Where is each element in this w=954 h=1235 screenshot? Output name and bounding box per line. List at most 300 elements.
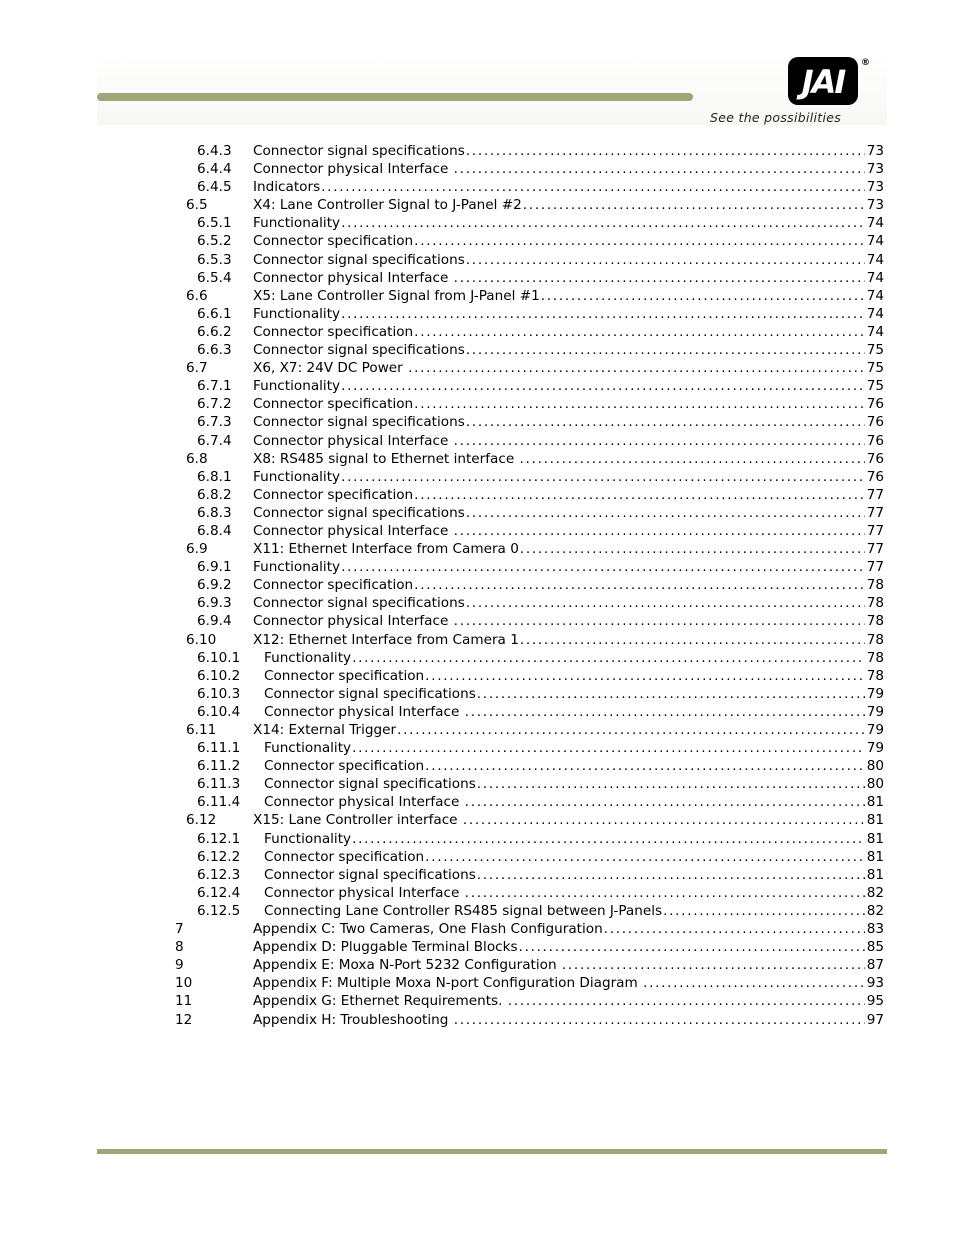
toc-dot-leader <box>413 486 865 504</box>
toc-entry-page: 95 <box>866 993 884 1010</box>
toc-entry[interactable] <box>0 377 954 395</box>
toc-entry-title: Connecting Lane Controller RS485 signal between J-Panels <box>264 902 663 919</box>
toc-entry-link[interactable] <box>253 938 884 956</box>
toc-entry-link[interactable] <box>264 739 884 757</box>
toc-entry-link[interactable] <box>253 178 884 196</box>
toc-dot-leader <box>351 830 865 848</box>
toc-entry-page: 80 <box>866 776 884 793</box>
toc-entry-link[interactable] <box>264 703 884 721</box>
jai-logo <box>788 57 858 105</box>
toc-entry-number: 6.8 <box>186 450 208 467</box>
toc-entry[interactable] <box>0 848 954 866</box>
toc-entry-link[interactable] <box>253 341 884 359</box>
toc-entry-page: 74 <box>866 323 884 340</box>
toc-entry-link[interactable] <box>264 685 884 703</box>
toc-entry-title: Connector specification <box>253 486 414 503</box>
toc-entry-page: 78 <box>866 631 884 648</box>
toc-entry[interactable] <box>0 721 954 739</box>
toc-entry[interactable] <box>0 757 954 775</box>
toc-dot-leader <box>424 757 865 775</box>
toc-entry[interactable] <box>0 667 954 685</box>
toc-dot-leader <box>507 992 865 1010</box>
toc-entry[interactable] <box>0 450 954 468</box>
toc-entry-link[interactable] <box>253 540 884 558</box>
toc-entry-title: Connector signal specifications <box>253 251 465 268</box>
toc-entry-page: 76 <box>866 414 884 431</box>
toc-entry-number: 6.5.1 <box>197 215 232 232</box>
toc-entry-title: Functionality <box>264 649 352 666</box>
toc-entry-page: 83 <box>866 921 884 938</box>
toc-entry-page: 81 <box>866 812 884 829</box>
toc-entry-page: 82 <box>866 884 884 901</box>
toc-entry-page: 73 <box>866 179 884 196</box>
toc-entry-title: X6, X7: 24V DC Power <box>253 360 408 377</box>
toc-entry-link[interactable] <box>253 251 884 269</box>
toc-entry-number: 6.5.4 <box>197 269 232 286</box>
toc-entry-title: Functionality <box>264 740 352 757</box>
toc-entry-title: Appendix D: Pluggable Terminal Blocks <box>253 939 518 956</box>
toc-entry-link[interactable] <box>264 649 884 667</box>
toc-entry-link[interactable] <box>253 576 884 594</box>
toc-dot-leader <box>340 468 865 486</box>
toc-dot-leader <box>340 558 865 576</box>
toc-entry-title: Connector signal specifications <box>264 685 476 702</box>
toc-dot-leader <box>465 413 865 431</box>
toc-entry-page: 87 <box>866 957 884 974</box>
toc-entry-link[interactable] <box>264 667 884 685</box>
toc-entry-page: 78 <box>866 649 884 666</box>
toc-entry-page: 75 <box>866 378 884 395</box>
toc-entry[interactable] <box>0 232 954 250</box>
toc-dot-leader <box>465 504 865 522</box>
toc-entry-link[interactable] <box>253 269 884 287</box>
toc-entry-title: Connector specification <box>264 667 425 684</box>
toc-entry[interactable] <box>0 287 954 305</box>
toc-entry-link[interactable] <box>253 956 884 974</box>
toc-entry-number: 6.9 <box>186 541 208 558</box>
toc-entry-link[interactable] <box>253 395 884 413</box>
toc-entry[interactable] <box>0 576 954 594</box>
toc-entry-number: 6.7.3 <box>197 414 232 431</box>
toc-entry-number: 6.11.2 <box>197 758 241 775</box>
toc-entry-title: Functionality <box>253 468 341 485</box>
toc-entry-page: 93 <box>866 975 884 992</box>
toc-entry-title: Functionality <box>253 559 341 576</box>
toc-dot-leader <box>476 685 865 703</box>
toc-entry-link[interactable] <box>253 811 884 829</box>
toc-entry-number: 6.10.1 <box>197 649 241 666</box>
toc-entry[interactable] <box>0 413 954 431</box>
toc-entry-title: Connector physical Interface <box>253 432 453 449</box>
toc-entry-link[interactable] <box>253 232 884 250</box>
toc-dot-leader <box>642 974 865 992</box>
toc-dot-leader <box>320 178 865 196</box>
toc-dot-leader <box>464 793 865 811</box>
toc-dot-leader <box>407 359 865 377</box>
toc-entry[interactable] <box>0 305 954 323</box>
toc-entry-title: Connector signal specifications <box>253 414 465 431</box>
toc-entry-number: 6.7 <box>186 360 208 377</box>
toc-entry-number: 8 <box>175 939 184 956</box>
toc-dot-leader <box>519 540 865 558</box>
toc-entry-link[interactable] <box>253 377 884 395</box>
toc-entry[interactable] <box>0 775 954 793</box>
toc-dot-leader <box>462 811 865 829</box>
toc-entry-number: 6.12.3 <box>197 866 241 883</box>
toc-entry-number: 6.12.2 <box>197 848 241 865</box>
toc-dot-leader <box>413 232 865 250</box>
toc-dot-leader <box>465 142 865 160</box>
toc-entry[interactable] <box>0 395 954 413</box>
toc-entry-title: Appendix C: Two Cameras, One Flash Configuration <box>253 921 603 938</box>
toc-entry[interactable] <box>0 359 954 377</box>
toc-entry-title: Appendix E: Moxa N-Port 5232 Configuration <box>253 957 561 974</box>
toc-entry-title: Connector signal specifications <box>264 776 476 793</box>
toc-entry[interactable] <box>0 323 954 341</box>
toc-entry-page: 76 <box>866 396 884 413</box>
toc-dot-leader <box>464 884 865 902</box>
toc-entry-title: X11: Ethernet Interface from Camera 0 <box>253 541 519 558</box>
toc-entry-number: 6.10.4 <box>197 703 241 720</box>
toc-entry-title: Connector specification <box>253 233 414 250</box>
toc-dot-leader <box>603 920 865 938</box>
toc-entry-title: Connector specification <box>253 577 414 594</box>
toc-entry-number: 6.12.4 <box>197 884 241 901</box>
toc-entry-page: 80 <box>866 758 884 775</box>
toc-entry-title: Functionality <box>253 305 341 322</box>
toc-entry-link[interactable] <box>264 902 884 920</box>
toc-entry-link[interactable] <box>253 413 884 431</box>
toc-entry-number: 6.9.1 <box>197 559 232 576</box>
toc-entry[interactable] <box>0 703 954 721</box>
toc-entry-title: Functionality <box>264 830 352 847</box>
toc-entry-title: Connector specification <box>253 396 414 413</box>
toc-entry[interactable] <box>0 214 954 232</box>
toc-entry[interactable] <box>0 866 954 884</box>
toc-entry-page: 77 <box>866 522 884 539</box>
toc-entry-title: X4: Lane Controller Signal to J-Panel #2 <box>253 197 522 214</box>
toc-entry[interactable] <box>0 178 954 196</box>
toc-entry-number: 6.9.4 <box>197 613 232 630</box>
toc-entry[interactable] <box>0 938 954 956</box>
toc-entry-page: 74 <box>866 269 884 286</box>
toc-entry-number: 6.6.3 <box>197 342 232 359</box>
toc-entry-number: 6.11.4 <box>197 794 241 811</box>
toc-entry-page: 81 <box>866 866 884 883</box>
toc-entry-page: 76 <box>866 432 884 449</box>
toc-entry-number: 6.9.2 <box>197 577 232 594</box>
toc-entry-link[interactable] <box>253 160 884 178</box>
toc-entry-page: 77 <box>866 541 884 558</box>
toc-entry-title: Connector physical Interface <box>264 703 464 720</box>
toc-entry-link[interactable] <box>253 522 884 540</box>
toc-dot-leader <box>540 287 865 305</box>
toc-entry-link[interactable] <box>253 359 884 377</box>
toc-entry-page: 75 <box>866 360 884 377</box>
toc-dot-leader <box>413 576 865 594</box>
toc-entry[interactable] <box>0 558 954 576</box>
toc-entry-title: X14: External Trigger <box>253 722 397 738</box>
toc-entry-title: Connector signal specifications <box>253 595 465 612</box>
toc-entry[interactable] <box>0 830 954 848</box>
toc-entry[interactable] <box>0 432 954 450</box>
toc-entry-page: 74 <box>866 233 884 250</box>
toc-entry-number: 6.6.2 <box>197 323 232 340</box>
footer-rule <box>97 1149 887 1154</box>
toc-entry-number: 6.8.4 <box>197 522 232 539</box>
toc-entry-link[interactable] <box>264 866 884 884</box>
toc-entry-link[interactable] <box>253 142 884 160</box>
toc-entry-link[interactable] <box>253 468 884 486</box>
toc-entry-title: Connector specification <box>264 848 425 865</box>
toc-entry-link[interactable] <box>253 558 884 576</box>
toc-entry-link[interactable] <box>253 432 884 450</box>
toc-entry-page: 73 <box>866 197 884 214</box>
toc-entry-page: 79 <box>866 703 884 720</box>
toc-dot-leader <box>561 956 865 974</box>
toc-entry-link[interactable] <box>264 830 884 848</box>
toc-entry-title: Connector physical Interface <box>253 522 453 539</box>
logo-text: JAI <box>801 63 845 101</box>
toc-entry[interactable] <box>0 631 954 649</box>
toc-entry[interactable] <box>0 341 954 359</box>
toc-dot-leader <box>522 196 865 214</box>
toc-entry-title: Appendix F: Multiple Moxa N-port Configuration Diagram <box>253 975 643 992</box>
toc-entry-page: 78 <box>866 595 884 612</box>
toc-dot-leader <box>453 432 865 450</box>
toc-entry-page: 76 <box>866 450 884 467</box>
toc-entry-title: X5: Lane Controller Signal from J-Panel #1 <box>253 287 540 304</box>
toc-entry-page: 81 <box>866 848 884 865</box>
toc-dot-leader <box>340 305 865 323</box>
toc-entry-title: Connector physical Interface <box>253 269 453 286</box>
toc-entry-title: Connector specification <box>253 323 414 340</box>
toc-entry-link[interactable] <box>264 793 884 811</box>
toc-entry-number: 6.6.1 <box>197 305 232 322</box>
toc-entry-page: 85 <box>866 939 884 956</box>
toc-entry[interactable] <box>0 269 954 287</box>
toc-entry[interactable] <box>0 196 954 214</box>
toc-entry-title: Connector signal specifications <box>253 143 465 159</box>
toc-entry[interactable] <box>0 1011 954 1029</box>
toc-entry-number: 6.8.2 <box>197 486 232 503</box>
toc-dot-leader <box>518 938 865 956</box>
toc-entry-number: 6.11.3 <box>197 776 241 793</box>
toc-entry-page: 77 <box>866 559 884 576</box>
toc-entry-number: 12 <box>175 1011 193 1028</box>
toc-entry[interactable] <box>0 522 954 540</box>
toc-entry-link[interactable] <box>253 196 884 214</box>
toc-entry-page: 75 <box>866 342 884 359</box>
toc-entry-number: 6.5 <box>186 197 208 214</box>
toc-entry-page: 77 <box>866 486 884 503</box>
toc-entry-number: 6.5.2 <box>197 233 232 250</box>
toc-dot-leader <box>413 395 865 413</box>
toc-entry-page: 79 <box>866 722 884 738</box>
toc-entry[interactable] <box>0 486 954 504</box>
toc-entry[interactable] <box>0 793 954 811</box>
toc-entry[interactable] <box>0 540 954 558</box>
toc-entry-link[interactable] <box>253 287 884 305</box>
toc-entry-page: 82 <box>866 902 884 919</box>
toc-entry-number: 6.10.3 <box>197 685 241 702</box>
toc-entry-number: 6.11.1 <box>197 740 241 757</box>
toc-entry-page: 76 <box>866 468 884 485</box>
toc-entry-link[interactable] <box>253 214 884 232</box>
toc-entry-title: Connector physical Interface <box>264 884 464 901</box>
toc-entry-page: 74 <box>866 251 884 268</box>
toc-dot-leader <box>453 612 865 630</box>
toc-entry-page: 79 <box>866 740 884 757</box>
toc-entry-number: 6.11 <box>186 722 217 738</box>
toc-entry-link[interactable] <box>253 992 884 1010</box>
toc-dot-leader <box>465 251 865 269</box>
toc-entry-link[interactable] <box>264 775 884 793</box>
toc-entry-title: Connector physical Interface <box>253 613 453 630</box>
toc-entry[interactable] <box>0 504 954 522</box>
toc-dot-leader <box>396 721 865 739</box>
toc-entry[interactable] <box>0 956 954 974</box>
toc-entry-number: 6.4.5 <box>197 179 232 196</box>
toc-entry-title: X8: RS485 signal to Ethernet interface <box>253 450 519 467</box>
toc-entry-link[interactable] <box>253 612 884 630</box>
toc-entry-number: 6.6 <box>186 287 208 304</box>
toc-dot-leader <box>464 703 865 721</box>
toc-entry-page: 74 <box>866 305 884 322</box>
toc-dot-leader <box>465 341 865 359</box>
toc-entry[interactable] <box>0 594 954 612</box>
toc-entry-link[interactable] <box>253 594 884 612</box>
toc-entry-title: X12: Ethernet Interface from Camera 1 <box>253 631 519 648</box>
toc-entry-link[interactable] <box>253 323 884 341</box>
toc-entry-page: 77 <box>866 504 884 521</box>
toc-dot-leader <box>413 323 865 341</box>
toc-entry-link[interactable] <box>253 504 884 522</box>
toc-entry-title: Connector physical Interface <box>264 794 464 811</box>
registered-mark: ® <box>861 58 870 68</box>
toc-entry[interactable] <box>0 142 954 160</box>
toc-dot-leader <box>453 1011 865 1029</box>
toc-entry-link[interactable] <box>253 305 884 323</box>
toc-entry-page: 78 <box>866 613 884 630</box>
toc-entry-link[interactable] <box>253 920 884 938</box>
toc-dot-leader <box>351 649 865 667</box>
toc-dot-leader <box>351 739 865 757</box>
toc-entry-number: 6.10 <box>186 631 217 648</box>
toc-dot-leader <box>465 594 865 612</box>
toc-dot-leader <box>424 667 865 685</box>
toc-entry-number: 6.7.4 <box>197 432 232 449</box>
toc-dot-leader <box>424 848 865 866</box>
toc-entry-number: 6.7.1 <box>197 378 232 395</box>
toc-entry-page: 97 <box>866 1011 884 1028</box>
toc-entry-number: 7 <box>175 921 184 938</box>
toc-entry-link[interactable] <box>253 1011 884 1029</box>
toc-entry-link[interactable] <box>253 631 884 649</box>
table-of-contents <box>0 142 954 1029</box>
toc-entry-title: X15: Lane Controller interface <box>253 812 462 829</box>
toc-entry-page: 73 <box>866 161 884 178</box>
toc-entry-title: Appendix H: Troubleshooting <box>253 1011 453 1028</box>
toc-entry-link[interactable] <box>264 848 884 866</box>
toc-entry-number: 6.8.1 <box>197 468 232 485</box>
toc-entry-page: 79 <box>866 685 884 702</box>
toc-entry-page: 78 <box>866 577 884 594</box>
toc-dot-leader <box>476 866 865 884</box>
toc-entry-page: 73 <box>866 143 884 159</box>
toc-entry[interactable] <box>0 811 954 829</box>
toc-entry-page: 74 <box>866 215 884 232</box>
toc-entry-number: 6.8.3 <box>197 504 232 521</box>
toc-entry-number: 6.9.3 <box>197 595 232 612</box>
toc-entry[interactable] <box>0 649 954 667</box>
toc-entry-title: Functionality <box>253 378 341 395</box>
toc-dot-leader <box>519 450 865 468</box>
toc-entry[interactable] <box>0 612 954 630</box>
toc-entry-number: 9 <box>175 957 184 974</box>
toc-dot-leader <box>453 522 865 540</box>
toc-entry[interactable] <box>0 974 954 992</box>
toc-entry-link[interactable] <box>264 884 884 902</box>
toc-entry-number: 6.10.2 <box>197 667 241 684</box>
toc-entry-title: Connector specification <box>264 758 425 775</box>
toc-dot-leader <box>476 775 865 793</box>
toc-entry-page: 78 <box>866 667 884 684</box>
toc-entry-number: 6.12.1 <box>197 830 241 847</box>
toc-entry[interactable] <box>0 884 954 902</box>
toc-dot-leader <box>340 377 865 395</box>
toc-entry-page: 74 <box>866 287 884 304</box>
toc-entry-page: 81 <box>866 794 884 811</box>
toc-dot-leader <box>453 160 865 178</box>
toc-entry-link[interactable] <box>253 721 884 739</box>
toc-entry-title: Indicators <box>253 179 321 196</box>
toc-dot-leader <box>453 269 865 287</box>
toc-entry-link[interactable] <box>253 974 884 992</box>
toc-entry-number: 6.12 <box>186 812 217 829</box>
toc-entry[interactable] <box>0 992 954 1010</box>
toc-entry-number: 6.4.3 <box>197 143 232 159</box>
toc-entry-number: 6.4.4 <box>197 161 232 178</box>
toc-entry-number: 11 <box>175 993 193 1010</box>
toc-entry[interactable] <box>0 685 954 703</box>
toc-entry[interactable] <box>0 920 954 938</box>
toc-dot-leader <box>340 214 865 232</box>
toc-entry-title: Connector signal specifications <box>264 866 476 883</box>
toc-entry-page: 81 <box>866 830 884 847</box>
toc-entry-title: Functionality <box>253 215 341 232</box>
toc-entry-title: Connector signal specifications <box>253 504 465 521</box>
toc-entry[interactable] <box>0 902 954 920</box>
toc-entry[interactable] <box>0 160 954 178</box>
toc-entry-number: 6.5.3 <box>197 251 232 268</box>
toc-entry-number: 6.7.2 <box>197 396 232 413</box>
toc-entry-link[interactable] <box>253 450 884 468</box>
toc-entry-link[interactable] <box>253 486 884 504</box>
toc-entry[interactable] <box>0 468 954 486</box>
toc-entry-title: Appendix G: Ethernet Requirements. <box>253 993 507 1010</box>
toc-entry[interactable] <box>0 251 954 269</box>
toc-entry-number: 6.12.5 <box>197 902 241 919</box>
toc-entry-title: Connector physical Interface <box>253 161 453 178</box>
toc-entry-title: Connector signal specifications <box>253 342 465 359</box>
header-rule <box>97 93 693 101</box>
toc-entry[interactable] <box>0 739 954 757</box>
tagline: See the possibilities <box>710 110 842 125</box>
toc-dot-leader <box>519 631 865 649</box>
toc-entry-link[interactable] <box>264 757 884 775</box>
toc-dot-leader <box>662 902 865 920</box>
